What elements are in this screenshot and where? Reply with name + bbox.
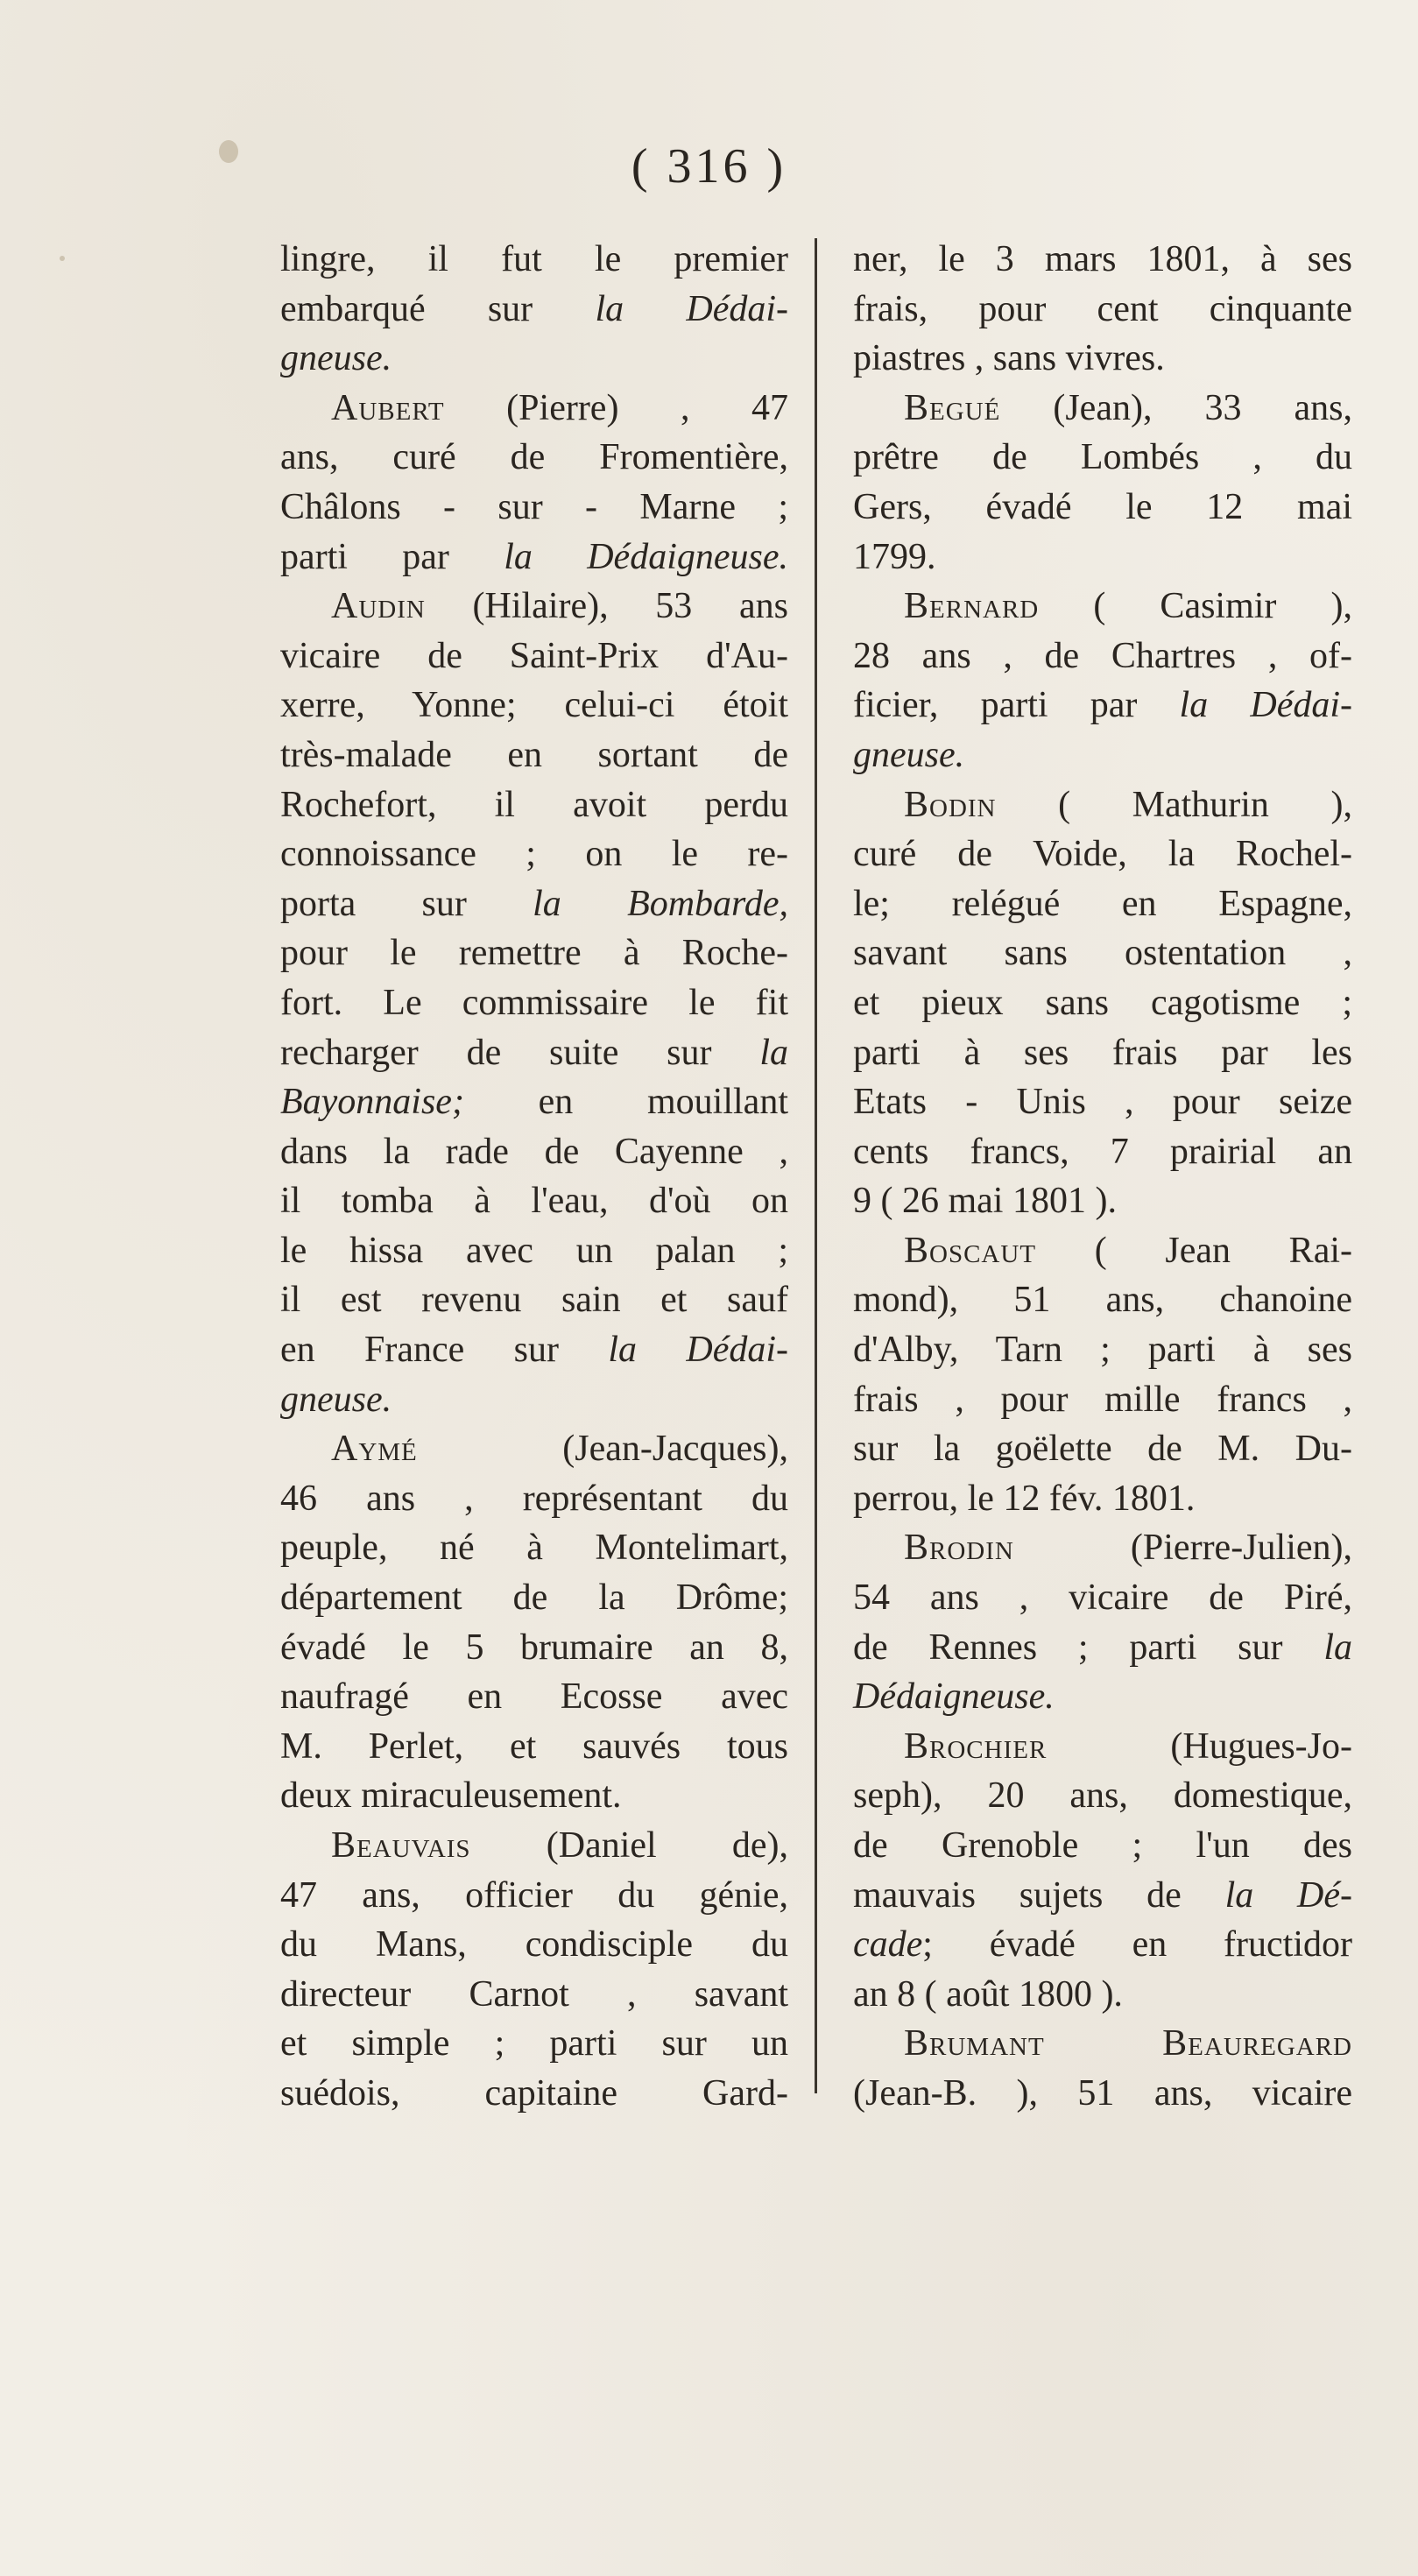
text-line <box>280 1375 788 1425</box>
line-text: an 8 ( août 1800 ). <box>853 1973 1123 2015</box>
line-text: directeur Carnot , savant <box>280 1973 788 2015</box>
line-text: xerre, Yonne; celui-ci étoit <box>280 685 788 726</box>
text-line <box>280 235 788 285</box>
line-text: recharger de suite sur <box>280 1032 760 1073</box>
text-line <box>853 681 1352 730</box>
text-line <box>853 1871 1352 1921</box>
ship-name: gneuse. <box>280 1379 392 1420</box>
text-line <box>853 334 1352 384</box>
line-text: il est revenu sain et sauf <box>280 1280 788 1321</box>
line-text: de Grenoble ; l'un des <box>853 1825 1352 1866</box>
line-text: le; relégué en Espagne, <box>853 883 1352 924</box>
text-line <box>280 1077 788 1127</box>
line-text: évadé le 5 brumaire an 8, <box>280 1627 788 1668</box>
ship-name: Bayonnaise; <box>280 1082 464 1123</box>
text-line <box>280 433 788 483</box>
ship-name: Dédaigneuse. <box>853 1676 1055 1718</box>
ship-name: la Dédaigneuse. <box>504 536 788 577</box>
line-text: ( Mathurin ), <box>996 784 1352 825</box>
text-line <box>280 1771 788 1821</box>
ship-name: la Dédai- <box>608 1330 789 1371</box>
line-text: fort. Le commissaire le fit <box>280 982 788 1023</box>
ship-name: la <box>759 1032 788 1073</box>
text-line <box>280 1722 788 1772</box>
text-line <box>853 1375 1352 1425</box>
line-text: peuple, né à Montelimart, <box>280 1528 788 1569</box>
line-text: cents francs, 7 prairial an <box>853 1131 1352 1172</box>
text-line <box>853 978 1352 1028</box>
text-line <box>853 582 1352 632</box>
text-line <box>853 1325 1352 1375</box>
text-line <box>280 1672 788 1722</box>
line-text: du Mans, condisciple du <box>280 1924 788 1966</box>
text-line <box>853 1573 1352 1623</box>
line-text: (Jean), 33 ans, <box>1000 387 1352 428</box>
line-text: 9 ( 26 mai 1801 ). <box>853 1181 1117 1222</box>
line-text: porta sur <box>280 883 533 924</box>
line-text: mond), 51 ans, chanoine <box>853 1280 1352 1321</box>
ship-name: la Dédai- <box>1179 685 1352 726</box>
line-text: (Daniel de), <box>470 1825 788 1866</box>
line-text: M. Perlet, et sauvés tous <box>280 1726 788 1767</box>
text-line <box>853 879 1352 929</box>
entry-surname: Begué <box>904 387 1001 428</box>
text-line <box>853 1970 1352 2020</box>
line-text: (Hilaire), 53 ans <box>425 586 788 627</box>
text-line <box>280 730 788 780</box>
text-line <box>853 2019 1352 2069</box>
text-line <box>853 1920 1352 1970</box>
ship-name: cade <box>853 1924 923 1966</box>
line-text: Châlons - sur - Marne ; <box>280 486 788 527</box>
text-line <box>280 632 788 681</box>
ship-name: la Dé- <box>1224 1874 1352 1916</box>
line-text: 28 ans , de Chartres , of- <box>853 635 1352 676</box>
text-line <box>280 1523 788 1573</box>
line-text: et pieux sans cagotisme ; <box>853 982 1352 1023</box>
entry-surname: Aymé <box>331 1429 418 1470</box>
text-line <box>853 1028 1352 1078</box>
line-text: (Hugues-Jo- <box>1047 1726 1352 1767</box>
text-line <box>853 433 1352 483</box>
line-text: ; évadé en fructidor <box>922 1924 1352 1966</box>
line-text: dans la rade de Cayenne , <box>280 1131 788 1172</box>
paper-speck <box>219 140 238 163</box>
line-text: Rochefort, il avoit perdu <box>280 784 788 825</box>
text-line <box>853 533 1352 582</box>
line-text: 47 ans, officier du génie, <box>280 1874 788 1916</box>
text-line <box>853 1821 1352 1871</box>
text-line <box>280 533 788 582</box>
line-text: département de la Drôme; <box>280 1577 788 1619</box>
text-line <box>280 1821 788 1871</box>
line-text: (Pierre) , 47 <box>444 387 788 428</box>
line-text: frais , pour mille francs , <box>853 1379 1352 1420</box>
line-text: parti par <box>280 536 504 577</box>
text-line <box>280 384 788 434</box>
text-line <box>853 1127 1352 1177</box>
line-text: ( Jean Rai- <box>1036 1230 1352 1271</box>
line-text: prêtre de Lombés , du <box>853 437 1352 478</box>
left-column <box>280 235 788 2119</box>
text-line <box>853 1474 1352 1524</box>
text-line <box>280 978 788 1028</box>
entry-surname: Brodin <box>904 1528 1014 1569</box>
ship-name: gneuse. <box>853 734 965 775</box>
line-text: Gers, évadé le 12 mai <box>853 486 1352 527</box>
line-text: et simple ; parti sur un <box>280 2023 788 2064</box>
line-text: frais, pour cent cinquante <box>853 288 1352 329</box>
text-line <box>280 483 788 533</box>
line-text: lingre, il fut le premier <box>280 239 788 279</box>
entry-surname: Audin <box>331 586 426 627</box>
line-text: très-malade en sortant de <box>280 734 788 775</box>
line-text: (Jean-Jacques), <box>417 1429 788 1470</box>
text-line <box>853 1672 1352 1722</box>
text-line <box>280 879 788 929</box>
line-text: sur la goëlette de M. Du- <box>853 1429 1352 1470</box>
column-divider <box>815 238 817 2093</box>
line-text: savant sans ostentation , <box>853 933 1352 974</box>
line-text: parti à ses frais par les <box>853 1032 1352 1073</box>
line-text: 1799. <box>853 536 936 577</box>
text-line <box>853 235 1352 285</box>
text-line <box>853 1424 1352 1474</box>
text-line <box>280 1573 788 1623</box>
line-text: ( Casimir ), <box>1039 586 1352 627</box>
page-number: ( 316 ) <box>631 139 787 194</box>
line-text: embarqué sur <box>280 288 596 329</box>
entry-surname: Boscaut <box>904 1230 1037 1271</box>
text-line <box>853 1623 1352 1673</box>
text-line <box>280 1623 788 1673</box>
text-line <box>853 1176 1352 1226</box>
line-text: vicaire de Saint-Prix d'Au- <box>280 635 788 676</box>
text-line <box>280 1275 788 1325</box>
text-line <box>280 780 788 830</box>
text-line <box>853 928 1352 978</box>
line-text: le hissa avec un palan ; <box>280 1230 788 1271</box>
text-line <box>280 2069 788 2119</box>
line-text: curé de Voide, la Rochel- <box>853 834 1352 875</box>
entry-surname: Aubert <box>331 387 445 428</box>
text-line <box>280 928 788 978</box>
text-line <box>280 681 788 730</box>
line-text: suédois, capitaine Gard- <box>280 2072 788 2114</box>
line-text: ficier, parti par <box>853 685 1180 726</box>
text-line <box>280 1176 788 1226</box>
line-text: de Rennes ; parti sur <box>853 1627 1324 1668</box>
line-text: mauvais sujets de <box>853 1874 1225 1916</box>
text-line <box>280 285 788 335</box>
text-line <box>853 384 1352 434</box>
text-line <box>280 1424 788 1474</box>
entry-surname: Brochier <box>904 1726 1048 1767</box>
paper-speck <box>60 256 65 261</box>
line-text: piastres , sans vivres. <box>853 338 1165 379</box>
line-text: en mouillant <box>463 1082 788 1123</box>
text-line <box>853 1275 1352 1325</box>
text-line <box>280 1970 788 2020</box>
text-line <box>280 1871 788 1921</box>
line-text: seph), 20 ans, domestique, <box>853 1775 1352 1817</box>
text-line <box>280 1325 788 1375</box>
ship-name: gneuse. <box>280 338 392 379</box>
text-line <box>853 829 1352 879</box>
text-line <box>853 1771 1352 1821</box>
line-text: naufragé en Ecosse avec <box>280 1676 788 1718</box>
line-text: ner, le 3 mars 1801, à ses <box>853 239 1352 279</box>
text-line <box>280 2019 788 2069</box>
text-line <box>853 1077 1352 1127</box>
text-line <box>853 1722 1352 1772</box>
line-text: connoissance ; on le re- <box>280 834 788 875</box>
entry-surname: Bodin <box>904 784 997 825</box>
line-text: 46 ans , représentant du <box>280 1478 788 1519</box>
text-line <box>280 1920 788 1970</box>
text-line <box>853 1226 1352 1276</box>
line-text: en France sur <box>280 1330 609 1371</box>
text-line <box>280 1028 788 1078</box>
text-line <box>280 829 788 879</box>
ship-name: la Dédai- <box>595 288 788 329</box>
line-text: il tomba à l'eau, d'où on <box>280 1181 788 1222</box>
entry-surname: Bernard <box>904 586 1040 627</box>
entry-surname: Beauvais <box>331 1825 471 1866</box>
line-text: (Pierre-Julien), <box>1013 1528 1352 1569</box>
text-line <box>853 483 1352 533</box>
text-line <box>280 1127 788 1177</box>
ship-name: la Bombarde, <box>533 883 788 924</box>
ship-name: la <box>1323 1627 1352 1668</box>
text-line <box>280 1226 788 1276</box>
line-text: Etats - Unis , pour seize <box>853 1082 1352 1123</box>
line-text: 54 ans , vicaire de Piré, <box>853 1577 1352 1619</box>
line-text: d'Alby, Tarn ; parti à ses <box>853 1330 1352 1371</box>
line-text: deux miraculeusement. <box>280 1775 622 1817</box>
line-text: perrou, le 12 fév. 1801. <box>853 1478 1196 1519</box>
text-line <box>853 2069 1352 2119</box>
right-column <box>853 235 1352 2119</box>
text-line <box>280 334 788 384</box>
text-line <box>280 582 788 632</box>
text-line <box>853 780 1352 830</box>
text-line <box>853 730 1352 780</box>
line-text: ans, curé de Fromentière, <box>280 437 788 478</box>
text-line <box>853 285 1352 335</box>
entry-surname: Brumant Beauregard <box>904 2023 1352 2064</box>
line-text: pour le remettre à Roche- <box>280 933 788 974</box>
text-line <box>853 1523 1352 1573</box>
line-text: (Jean-B. ), 51 ans, vicaire <box>853 2072 1352 2114</box>
text-line <box>853 632 1352 681</box>
text-line <box>280 1474 788 1524</box>
